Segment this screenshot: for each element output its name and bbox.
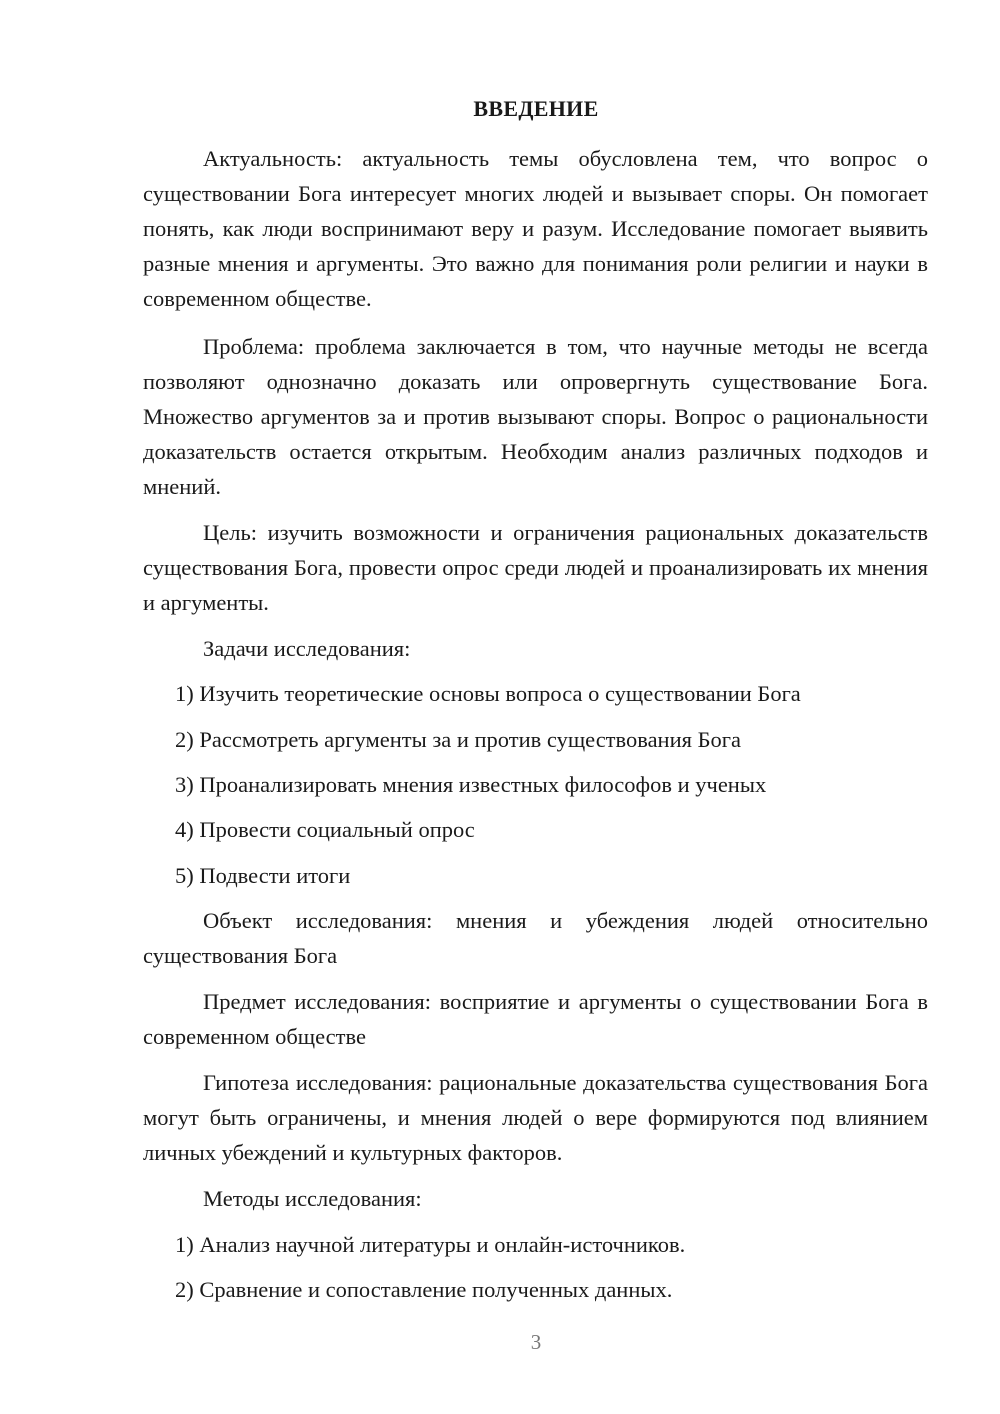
task-item-2: 2) Рассмотреть аргументы за и против существования Бога (175, 727, 741, 752)
method-item-2: 2) Сравнение и сопоставление полученных данных. (175, 1277, 673, 1302)
problem-paragraph: Проблема: проблема заключается в том, что научные методы не всегда позволяют однозначно доказать или опровергнуть существование Бога. Множество аргументов за и против вызывают споры. Вопрос о рациональности доказательств остается открытым. Необходим анализ различных подходов и мнений. (143, 334, 928, 499)
task-item-5: 5) Подвести итоги (175, 863, 351, 888)
task-item-1: 1) Изучить теоретические основы вопроса о существовании Бога (175, 681, 801, 706)
goal-paragraph: Цель: изучить возможности и ограничения рациональных доказательств существования Бога, провести опрос среди людей и проанализировать их мнения и аргументы. (143, 520, 928, 615)
hypothesis-paragraph: Гипотеза исследования: рациональные доказательства существования Бога могут быть ограничены, и мнения людей о вере формируются под влиянием личных убеждений и культурных факторов. (143, 1070, 928, 1165)
task-item-4: 4) Провести социальный опрос (175, 817, 475, 842)
object-paragraph: Объект исследования: мнения и убеждения людей относительно существования Бога (143, 908, 928, 968)
relevance-paragraph: Актуальность: актуальность темы обусловлена тем, что вопрос о существовании Бога интересует многих людей и вызывает споры. Он помогает понять, как люди воспринимают веру и разум. Исследование помогает выявить разные мнения и аргументы. Это важно для понимания роли религии и науки в современном обществе. (143, 146, 928, 311)
methods-label: Методы исследования: (203, 1186, 422, 1211)
page-title: ВВЕДЕНИЕ (473, 96, 599, 121)
task-item-3: 3) Проанализировать мнения известных философов и ученых (175, 772, 767, 797)
page-number: 3 (530, 1330, 542, 1354)
subject-paragraph: Предмет исследования: восприятие и аргументы о существовании Бога в современном обществе (143, 989, 928, 1049)
method-item-1: 1) Анализ научной литературы и онлайн-источников. (175, 1232, 686, 1257)
tasks-label: Задачи исследования: (203, 636, 411, 661)
